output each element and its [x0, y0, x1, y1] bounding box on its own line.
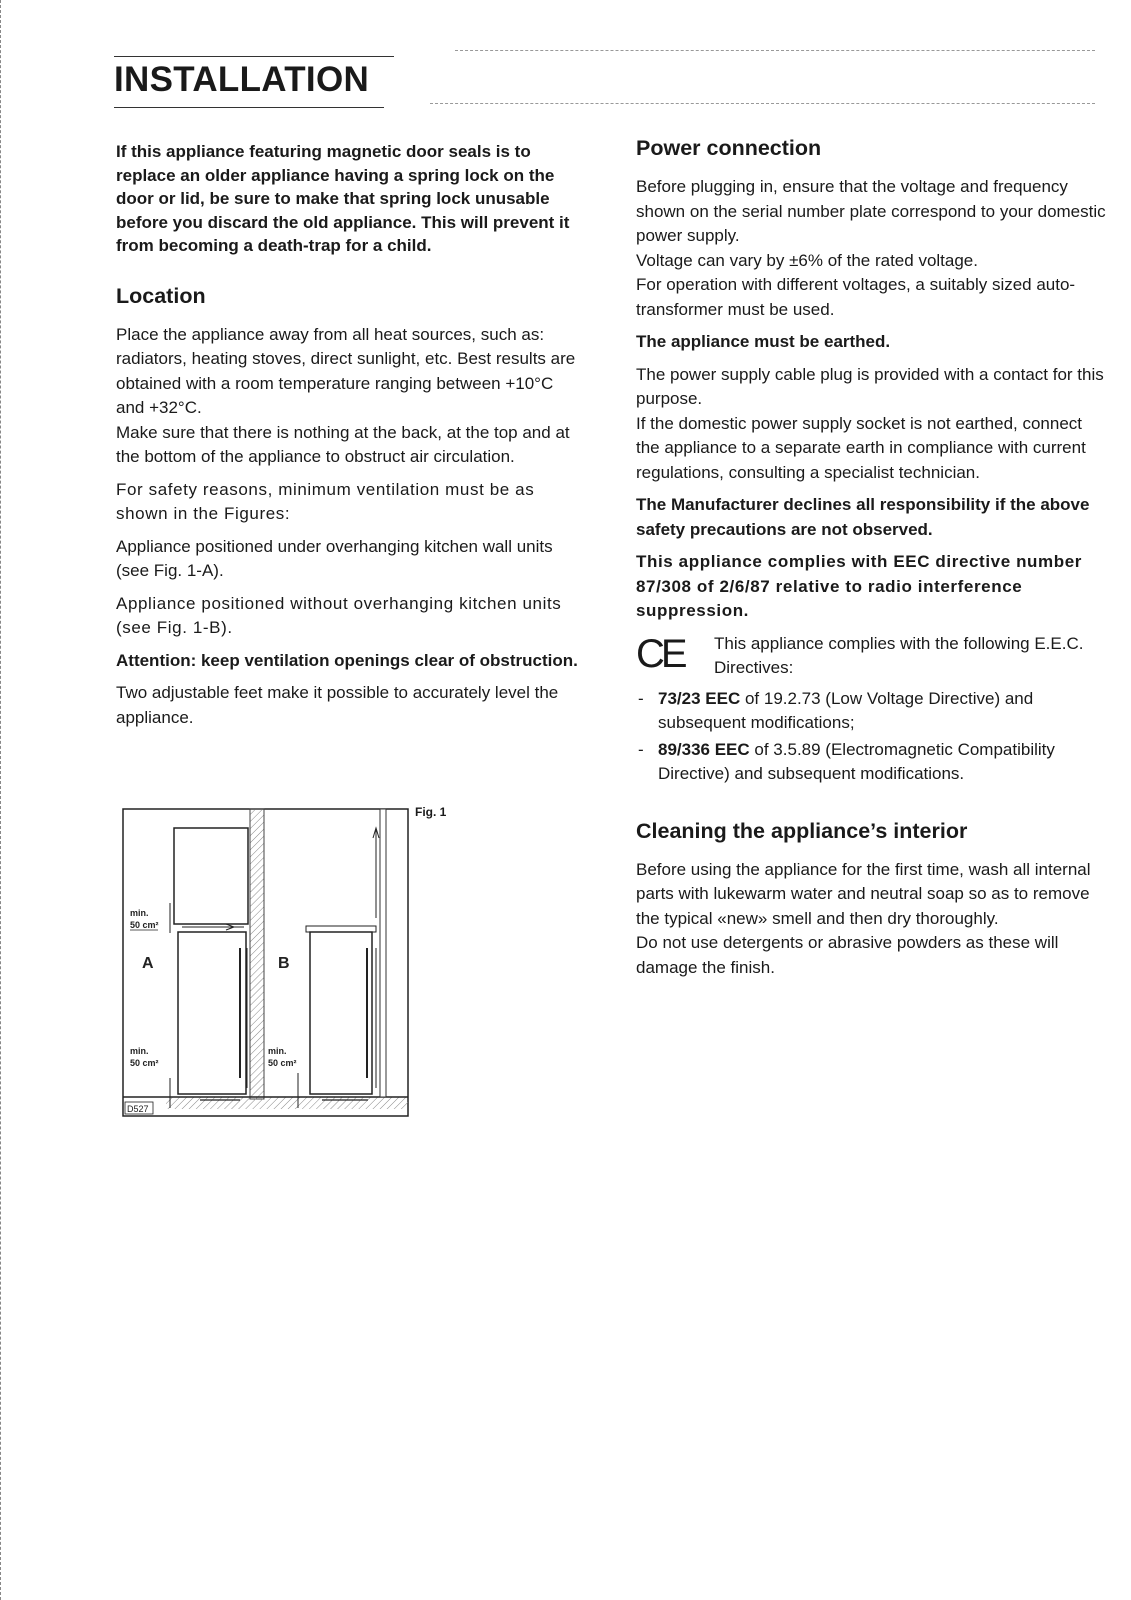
right-column: [636, 136, 1106, 988]
appliance-a: [178, 932, 246, 1094]
directive-item-1: [636, 687, 1106, 736]
location-attention: Attention: keep ventilation openings clear of obstruction.: [116, 650, 578, 670]
directive-item-2: [636, 738, 1106, 787]
directive-2-text: of 3.5.89 (Electromagnetic Compatibility Directive) and subsequent modifications.: [658, 739, 1055, 783]
power-para-5: If the domestic power supply socket is not earthed, connect the appliance to a separate earth in compliance with current regulations, consulting a specialist technician.: [636, 413, 1086, 482]
header-rule-top-dashed: [455, 50, 1095, 51]
cleaning-para-2: Do not use detergents or abrasive powders as these will damage the finish.: [636, 933, 1059, 977]
power-para-1: Before plugging in, ensure that the voltage and frequency shown on the serial number plate correspond to your domestic power supply.: [636, 177, 1106, 245]
directive-list: [636, 687, 1106, 787]
power-section: [636, 136, 1106, 787]
ce-text: This appliance complies with the following E.E.C. Directives:: [714, 633, 1084, 677]
location-para-5: Appliance positioned without overhanging kitchen units (see Fig. 1-B).: [116, 593, 562, 637]
ce-block: [636, 632, 1106, 681]
power-manufacturer: The Manufacturer declines all responsibility if the above safety precautions are not observed.: [636, 495, 1090, 539]
power-para-4: The power supply cable plug is provided with a contact for this purpose.: [636, 364, 1104, 408]
label-a: A: [142, 955, 154, 972]
figure-frame: [123, 809, 408, 1116]
power-earthed: The appliance must be earthed.: [636, 332, 891, 351]
power-heading: Power connection: [636, 136, 822, 160]
floor: [166, 1097, 408, 1109]
location-section: [116, 284, 586, 731]
counter-b: [306, 926, 376, 932]
directive-1-text: of 19.2.73 (Low Voltage Directive) and subsequent modifications;: [658, 688, 1034, 732]
location-para-4: Appliance positioned under overhanging kitchen wall units (see Fig. 1-A).: [116, 536, 553, 580]
wall-unit-a: [174, 828, 248, 924]
cleaning-section: [636, 819, 1106, 981]
location-para-1: Place the appliance away from all heat sources, such as: radiators, heating stoves, direct sunlight, etc. Best results are obtained with a room temperature ranging between +10°C and +32°C.: [116, 324, 576, 417]
power-eec: This appliance complies with EEC directive number 87/308 of 2/6/87 relative to radio interference suppression.: [636, 552, 1083, 620]
cleaning-heading: Cleaning the appliance’s interior: [636, 818, 968, 843]
min-label-bottom-b: min.: [268, 1046, 287, 1056]
min-label-top-a: min.: [130, 908, 149, 918]
center-wall: [250, 809, 264, 1099]
left-column: [116, 140, 586, 738]
location-para-3: For safety reasons, minimum ventilation must be as shown in the Figures:: [116, 479, 535, 523]
cleaning-para-1: Before using the appliance for the first time, wash all internal parts with lukewarm water and neutral soap so as to remove the typical «new» smell and then dry thoroughly.: [636, 859, 1091, 928]
list-dash: -: [638, 688, 644, 708]
page-edge: [0, 0, 3, 1600]
header-rule-bottom: [114, 107, 384, 108]
figure-caption: Fig. 1: [415, 805, 447, 819]
page-title: INSTALLATION: [114, 60, 370, 99]
min-label-bottom-a: min.: [130, 1046, 149, 1056]
warning-text: If this appliance featuring magnetic door seals is to replace an older appliance having a spring lock on the door or lid, be sure to make that spring lock unusable before you discard the old appliance. This will prevent it from becoming a death-trap for a child.: [116, 142, 570, 255]
location-heading: Location: [116, 283, 206, 308]
header-rule-top: [114, 56, 394, 57]
label-b: B: [278, 955, 290, 972]
right-wall: [380, 809, 386, 1097]
figure-code: D527: [127, 1104, 149, 1114]
ce-mark-icon: CE: [636, 631, 684, 676]
appliance-b: [310, 932, 372, 1094]
location-para-6: Two adjustable feet make it possible to accurately level the appliance.: [116, 683, 559, 727]
power-para-3: For operation with different voltages, a suitably sized auto-transformer must be used.: [636, 275, 1076, 319]
area-label-bottom-a: 50 cm²: [130, 1058, 159, 1068]
directive-2-code: 89/336 EEC: [658, 739, 750, 759]
location-para-2: Make sure that there is nothing at the back, at the top and at the bottom of the appliance to obstruct air circulation.: [116, 422, 570, 466]
ventilation-figure: [122, 808, 409, 1117]
warning-block: [116, 140, 586, 258]
area-label-bottom-b: 50 cm²: [268, 1058, 297, 1068]
header-rule-bottom-dashed: [430, 103, 1095, 104]
list-dash: -: [638, 739, 644, 759]
area-label-top-a: 50 cm²: [130, 920, 159, 930]
directive-1-code: 73/23 EEC: [658, 688, 741, 708]
power-para-2: Voltage can vary by ±6% of the rated voltage.: [636, 250, 978, 270]
